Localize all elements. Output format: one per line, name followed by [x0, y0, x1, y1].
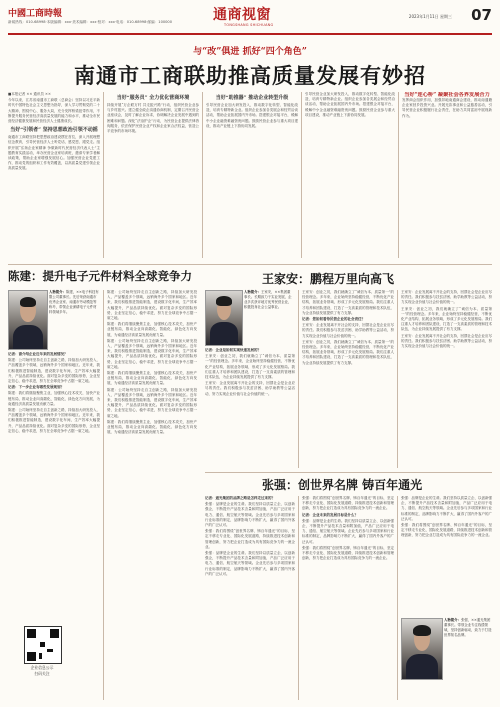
- headline-kicker: 与“改”俱进 抓好“四个角色”: [193, 47, 307, 57]
- lead-column-1: [8, 92, 100, 260]
- lead-intro-text: 今年以来，江苏省南通市工商联（总商会）坚持以习近平新时代中国特色社会主义思想为指导，深入学习贯彻党的二十大精神，围绕中心、服务大局，充分发挥桥梁纽带作用，不断提升服务民营经济高质量发展的能力和水平，推动全市民营经济健康发展和民营经济人士健康成长。: [8, 98, 100, 124]
- answer: 陈建：公司始终坚持走自主创新之路，持续加大研发投入，产品覆盖多个领域，远销海外多个国家和地区。近年来，我们积极推进智能制造，建设数字化车间，生产效率大幅提升，产品品质持续优化。面对复杂多变的国际形势，企业坚定信心，稳中求进，努力在全球竞争中占据一席之地。: [107, 290, 197, 321]
- answer: 王家安：创业之初，我们就确立了“诚信为本、质量第一”的经营理念。多年来，企业始终坚持稳健经营，不断优化产业结构，拓展业务领域，形成了多元化发展格局。我们注重人才培养和团队建设，打造了一支高素质的管理和技术队伍，为企业持续发展提供了有力支撑。: [302, 339, 394, 365]
- answer: 张强：我们将围绕“创世界名牌、铸百年通光”的目标，坚定不移走专业化、国际化发展道路，持续推进技术创新和管理创新，努力把企业打造成为具有国际竞争力的一流企业。: [205, 529, 295, 549]
- main-headline: 南通市工商联助推高质量发展有妙招: [74, 63, 426, 88]
- answer: 张强：我们将围绕“创世界名牌、铸百年通光”的目标，坚定不移走专业化、国际化发展道路，持续推进技术创新和管理创新，努力把企业打造成为具有国际竞争力的一流企业。: [401, 523, 492, 538]
- caption-label: 人物简介：: [244, 290, 261, 294]
- interview-2-column-c: [401, 290, 492, 468]
- answer: 陈建：我们将继续聚焦主业，加强核心技术攻关，加快产业链布局，推动企业向高端化、智能化、绿色化方向发展，为南通经济高质量发展贡献力量。: [107, 322, 197, 337]
- answer: 张强：我们将围绕“创世界名牌、铸百年通光”的目标，坚定不移走专业化、国际化发展道路，持续推进技术创新和管理创新，努力把企业打造成为具有国际竞争力的一流企业。: [302, 545, 394, 561]
- section-subtitle: TONGSHANG SHICHUANG: [224, 23, 274, 27]
- caption-text: 张强，××通光集团董事长。带领企业专注线缆领域，坚持创新驱动，致力于打造世界知名品牌。: [444, 618, 492, 637]
- caption-label: 人物简介：: [49, 290, 66, 294]
- caption-text: 陈建，××电子科技有限公司董事长。先后荣获南通市优秀企业家、南通市劳动模范等称号，带领企业深耕电子元件材料领域多年。: [49, 290, 99, 314]
- column-divider: [298, 290, 299, 468]
- interview-3-caption: [444, 618, 492, 638]
- column-divider: [202, 92, 203, 258]
- lead-byline: ■本报记者 ×× 通讯员 ××: [8, 92, 51, 96]
- answer: 张强：品牌是企业的生命。我们坚持以质量立企、以创新强企，不断提升产品技术含量和附加值，产品广泛应用于电力、通信、航空航天等领域。企业先后参与多项国家和行业标准的制定，品牌影响力不断扩大，赢得了国内外客户的广泛认可。: [302, 518, 394, 544]
- answer: 陈建：公司始终坚持走自主创新之路，持续加大研发投入，产品覆盖多个领域，远销海外多个国家和地区。近年来，我们积极推进智能制造，建设数字化车间，生产效率大幅提升，产品品质持续优化。面对复杂多变的国际形势，企业坚定信心，稳中求进，努力在全球竞争中占据一席之地。: [8, 358, 100, 384]
- question: 记者：请介绍企业近年来的发展情况？: [8, 352, 68, 356]
- portrait-photo-1: [8, 290, 48, 350]
- column-divider: [398, 92, 399, 258]
- column-divider: [298, 496, 299, 700]
- caption-label: 人物简介：: [444, 618, 461, 622]
- answer: 王家安：创业之初，我们就确立了“诚信为本、质量第一”的经营理念。多年来，企业始终坚持稳健经营，不断优化产业结构，拓展业务领域，形成了多元化发展格局。我们注重人才培养和团队建设，打造了一支高素质的管理和技术队伍，为企业持续发展提供了有力支撑。: [401, 306, 492, 332]
- section-divider: [8, 264, 492, 265]
- question: 记者：下一步企业有哪些发展规划？: [8, 385, 64, 390]
- interview-3-column-c: [401, 496, 492, 614]
- interview-3-column-a: [205, 496, 295, 700]
- qr-sublabel: 扫码关注: [34, 671, 50, 676]
- page-number: 07: [471, 6, 492, 24]
- interview-1-column-a: [8, 352, 100, 620]
- lead-column-3: [206, 92, 298, 260]
- qr-code[interactable]: [24, 626, 62, 664]
- section-divider: [205, 472, 492, 473]
- answer: 王家安：创业之初，我们就确立了“诚信为本、质量第一”的经营理念。多年来，企业始终坚持稳健经营，不断优化产业结构，拓展业务领域，形成了多元化发展格局。我们注重人才培养和团队建设，打造了一支高素质的管理和技术队伍，为企业持续发展提供了有力支撑。: [205, 354, 295, 380]
- answer: 张强：品牌是企业的生命。我们坚持以质量立企、以创新强企，不断提升产品技术含量和附加值，产品广泛应用于电力、通信、航空航天等领域。企业先后参与多项国家和行业标准的制定，品牌影响力不断扩大，赢得了国内外客户的广泛认可。: [205, 502, 295, 528]
- subhead-2: 当好“服务员” 全力优化营商环境: [116, 95, 190, 101]
- question: 记者：企业未来的发展目标是什么？: [302, 512, 358, 517]
- answer: 张强：品牌是企业的生命。我们坚持以质量立企、以创新强企，不断提升产品技术含量和附加值，产品广泛应用于电力、通信、航空航天等领域。企业先后参与多项国家和行业标准的制定，品牌影响力不断扩大，赢得了国内外客户的广泛认可。: [205, 551, 295, 576]
- issue-date: 2023年1月11日 星期三: [408, 14, 452, 19]
- answer: 王家安：企业发展离不开社会的支持，回馈社会是企业应尽的责任。我们积极参与扶贫济困、助学助教等公益活动，努力实现企业价值与社会价值的统一。: [401, 290, 492, 305]
- question: 记者：通光集团的品牌之路是怎样走过来的？: [205, 496, 275, 500]
- lead-column-4: [305, 92, 395, 260]
- interview-2-column-a: [205, 348, 295, 468]
- interview-3-title: 张强：创世界名牌 铸百年通光: [262, 478, 423, 492]
- lead-column-2: [107, 92, 199, 260]
- lead-column-5: [402, 92, 492, 260]
- answer: 王家安：企业发展离不开社会的支持，回馈社会是企业应尽的责任。我们积极参与扶贫济困、助学助教等公益活动，努力实现企业价值与社会价值的统一。: [302, 323, 394, 338]
- section-name: 通商视窗: [213, 7, 271, 23]
- section-1-text: 南通市工商联坚持把思想政治建设摆在首位，深入开展理想信念教育，引导民营经济人士听党话、感党恩、跟党走。组织开展“弘扬企业家精神 争做新时代民营经济代表人士”主题教育实践活动，举办民营企业家培训班，邀请专家学者解读政策，帮助企业家增强发展信心。加强民营企业党建工作，推动党的组织和工作有效覆盖，以高质量党建引领企业高质量发展。: [8, 135, 100, 171]
- answer: 陈建：公司始终坚持走自主创新之路，持续加大研发投入，产品覆盖多个领域，远销海外多个国家和地区。近年来，我们积极推进智能制造，建设数字化车间，生产效率大幅提升，产品品质持续优化。面对复杂多变的国际形势，企业坚定信心，稳中求进，努力在全球竞争中占据一席之地。: [8, 408, 100, 433]
- column-divider: [103, 290, 104, 700]
- caption-text: 王家安，××集团董事长。长期致力于实业发展，企业多次获评地方优秀民营企业，积极投身社会公益事业。: [244, 290, 292, 309]
- interview-3-column-b: [302, 496, 394, 700]
- interview-1-column-b: [107, 290, 197, 700]
- subhead-1: 当好“引领者” 坚持思想政治引领不动摇: [10, 127, 98, 134]
- interview-2-caption: [244, 290, 292, 310]
- answer: 张强：我们将围绕“创世界名牌、铸百年通光”的目标，坚定不移走专业化、国际化发展道路，持续推进技术创新和管理创新，努力把企业打造成为具有国际竞争力的一流企业。: [302, 496, 394, 511]
- subhead-3: 当好“助推器” 推动企业转型升级: [215, 95, 289, 101]
- question: 记者：企业是如何实现快速发展的？: [205, 348, 261, 352]
- interview-2-column-b: [302, 290, 394, 468]
- column-divider: [103, 92, 104, 258]
- newspaper-brand: 中國工商時報: [8, 9, 63, 19]
- answer: 陈建：我们将继续聚焦主业，加强核心技术攻关，加快产业链布局，推动企业向高端化、智能化、绿色化方向发展，为南通经济高质量发展贡献力量。: [107, 371, 197, 386]
- section-3-cont: 引导民营企业加大研发投入，推动数字化转型、智能化改造，培育专精特新企业。组织企业参加各类展会和经贸洽谈活动，帮助企业拓展国内外市场。搭建银企对接平台，缓解中小企业融资难融资贵问题。鼓励民营企业参与重大项目建设，推动产业链上下游协同发展。: [305, 92, 395, 117]
- interview-2-title: 王家安：鹏程万里向高飞: [262, 272, 395, 286]
- column-divider: [397, 290, 398, 468]
- answer: 王家安：企业发展离不开社会的支持，回馈社会是企业应尽的责任。我们积极参与扶贫济困、助学助教等公益活动，努力实现企业价值与社会价值的统一。: [401, 333, 492, 349]
- answer: 陈建：我们将继续聚焦主业，加强核心技术攻关，加快产业链布局，推动企业向高端化、智能化、绿色化方向发展，为南通经济高质量发展贡献力量。: [107, 419, 197, 435]
- subhead-4: 当好“连心桥” 凝聚社会各界发展合力: [404, 92, 490, 98]
- interview-1-title: 陈建：提升电子元件材料全球竞争力: [8, 269, 192, 283]
- portrait-photo-2: [205, 290, 243, 346]
- interview-1-caption: [49, 290, 99, 315]
- masthead: [8, 6, 492, 32]
- masthead-info: 新闻热线：010-68998·本版编辑：xxx·美术编辑：xxx·校对：xxx·电话：010-68998·邮编：100000: [8, 20, 172, 24]
- answer: 陈建：公司始终坚持走自主创新之路，持续加大研发投入，产品覆盖多个领域，远销海外多个国家和地区。近年来，我们积极推进智能制造，建设数字化车间，生产效率大幅提升，产品品质持续优化。面对复杂多变的国际形势，企业坚定信心，稳中求进，努力在全球竞争中占据一席之地。: [107, 387, 197, 418]
- section-3-text: 引导民营企业加大研发投入，推动数字化转型、智能化改造，培育专精特新企业。组织企业参加各类展会和经贸洽谈活动，帮助企业拓展国内外市场。搭建银企对接平台，缓解中小企业融资难融资贵问题。鼓励民营企业参与重大项目建设，推动产业链上下游协同发展。: [206, 103, 298, 128]
- answer: 陈建：公司始终坚持走自主创新之路，持续加大研发投入，产品覆盖多个领域，远销海外多个国家和地区。近年来，我们积极推进智能制造，建设数字化车间，生产效率大幅提升，产品品质持续优化。面对复杂多变的国际形势，企业坚定信心，稳中求进，努力在全球竞争中占据一席之地。: [107, 338, 197, 369]
- answer: 王家安：企业发展离不开社会的支持，回馈社会是企业应尽的责任。我们积极参与扶贫济困、助学助教等公益活动，努力实现企业价值与社会价值的统一。: [205, 381, 295, 396]
- question: 记者：您如何看待民营企业的社会责任？: [302, 317, 365, 322]
- column-divider: [397, 496, 398, 700]
- column-divider: [301, 92, 302, 258]
- header-rule: [8, 33, 492, 35]
- portrait-photo-3: [401, 618, 443, 680]
- answer: 陈建：我们将继续聚焦主业，加强核心技术攻关，加快产业链布局，推动企业向高端化、智能化、绿色化方向发展，为南通经济高质量发展贡献力量。: [8, 391, 100, 406]
- answer: 王家安：创业之初，我们就确立了“诚信为本、质量第一”的经营理念。多年来，企业始终坚持稳健经营，不断优化产业结构，拓展业务领域，形成了多元化发展格局。我们注重人才培养和团队建设，打造了一支高素质的管理和技术队伍，为企业持续发展提供了有力支撑。: [302, 290, 394, 315]
- answer: 张强：品牌是企业的生命。我们坚持以质量立企、以创新强企，不断提升产品技术含量和附加值，产品广泛应用于电力、通信、航空航天等领域。企业先后参与多项国家和行业标准的制定，品牌影响力不断扩大，赢得了国内外客户的广泛认可。: [401, 496, 492, 521]
- qr-label: 企业信息公示: [30, 665, 54, 670]
- section-2-text: 持续开展“万企联万村 共走振兴路”行动，组织民营企业参与乡村振兴。建立健全政企沟通协商机制，定期召开民营企业座谈会，及时了解企业诉求，协调解决企业发展中遇到的困难和问题。深化“法治护企”行动，为民营企业提供法律咨询服务，依法保护民营企业产权和企业家合法权益，营造公平竞争的市场环境。: [107, 103, 199, 134]
- section-4-text: 发挥商会组织作用，加强异地南通商会建设，推动南通籍企业家回乡投资兴业。开展光彩事业和公益慈善活动，引导民营企业积极履行社会责任，在助力共同富裕中展现新作为。: [402, 98, 492, 118]
